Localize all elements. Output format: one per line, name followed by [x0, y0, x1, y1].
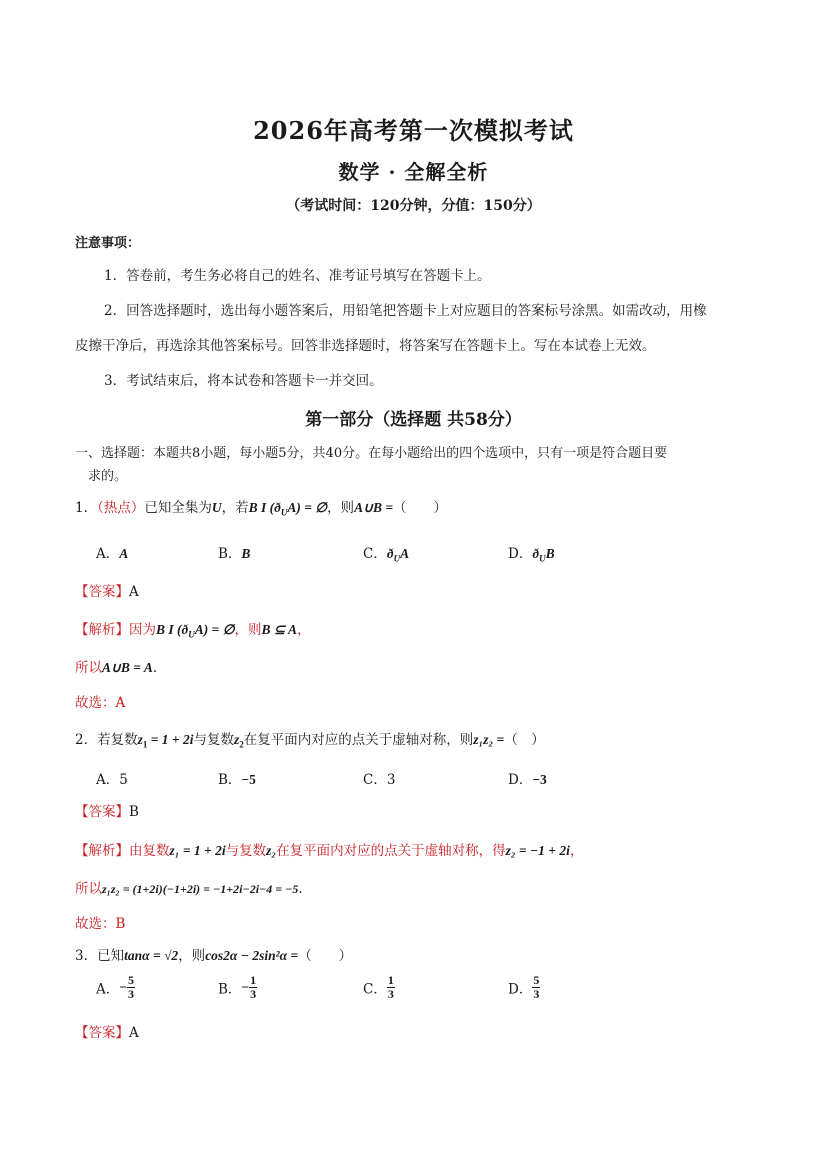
exam-info: （考试时间：120分钟，分值：150分）	[286, 198, 541, 214]
question-3: 3．已知tanα = √2，则cos2α − 2sin²α =（ ）	[75, 948, 353, 964]
q2-answer: 【答案】B	[75, 804, 139, 820]
q1-result: 所以A∪B = A.	[75, 660, 158, 676]
note-item-2-line1: 2．回答选择题时，选出每小题答案后，用铅笔把答题卡上对应题目的答案标号涂黑。如需改动，用橡	[104, 303, 707, 319]
q1-answer: 【答案】A	[75, 584, 139, 600]
question-2: 2．若复数$z_1 = 1 + 2i$与复数$z_2$在复平面内对应的点关于虚轴对称，则z₁z₂ =（ ）	[75, 732, 545, 750]
q3-option-b: B．− $\frac{1}{3}$	[218, 973, 257, 1001]
q1-option-a: A．A	[96, 546, 129, 562]
q3-answer: 【答案】A	[75, 1025, 139, 1041]
q1-paren: （ ）	[393, 500, 448, 516]
q1-option-b: B．B	[218, 546, 251, 562]
q2-option-b: B．−5	[218, 772, 256, 788]
q1-text: ，若	[221, 500, 249, 516]
note-item-1: 1．答卷前，考生务必将自己的姓名、准考证号填写在答题卡上。	[104, 268, 491, 284]
q2-choice: 故选：B	[75, 916, 126, 932]
page-subtitle: 数学 · 全解全析	[338, 160, 489, 184]
q1-analysis: 【解析】因为B I $(ð_UA)$ = ∅，则B ⊆ A，	[75, 622, 311, 640]
q2-option-a: A．5	[96, 772, 128, 788]
notes-heading: 注意事项：	[75, 236, 141, 251]
q2-option-d: D．−3	[508, 772, 547, 788]
section-intro-line1: 一、选择题：本题共8小题，每小题5分，共40分。在每小题给出的四个选项中，只有一项是符合题目要	[75, 446, 668, 461]
q1-option-d: D．$ð_UB$	[508, 546, 555, 564]
q3-option-d: D． $\frac{5}{3}$	[508, 973, 540, 1001]
q1-number: 1．	[75, 500, 98, 516]
q2-option-c: C．3	[363, 772, 396, 788]
q1-option-c: C．$ð_UA$	[363, 546, 410, 564]
q1-text: ，则	[327, 500, 355, 516]
section-title: 第一部分（选择题 共58分）	[305, 410, 522, 430]
q3-option-a: A．− $\frac{5}{3}$	[96, 973, 134, 1001]
question-1	[75, 496, 447, 518]
q2-analysis: 【解析】由复数z₁ = 1 + 2i与复数z₂在复平面内对应的点关于虚轴对称，得z₂ = −1 + 2i，	[75, 843, 584, 859]
q2-calculation: 所以z₁z₂ = (1+2i)(−1+2i) = −1+2i−2i−4 = −5.	[75, 881, 303, 897]
q1-hot-tag: （热点）	[97, 500, 145, 516]
q3-option-c: C． $\frac{1}{3}$	[363, 973, 394, 1001]
note-item-2-line2: 皮擦干净后，再选涂其他答案标号。回答非选择题时，将答案写在答题卡上。写在本试卷上无效。	[75, 338, 656, 354]
section-intro-line2: 求的。	[88, 469, 128, 484]
note-item-3: 3．考试结束后，将本试卷和答题卡一并交回。	[104, 373, 383, 389]
q1-universal-set: U	[211, 500, 222, 515]
page-title: 2026年高考第一次模拟考试	[253, 116, 574, 145]
q1-choice: 故选：A	[75, 695, 126, 711]
q1-condition: B I $(ð_UA)$ = ∅	[248, 500, 328, 518]
q1-ask: A∪B =	[354, 500, 394, 515]
q1-text: 已知全集为	[144, 500, 212, 516]
